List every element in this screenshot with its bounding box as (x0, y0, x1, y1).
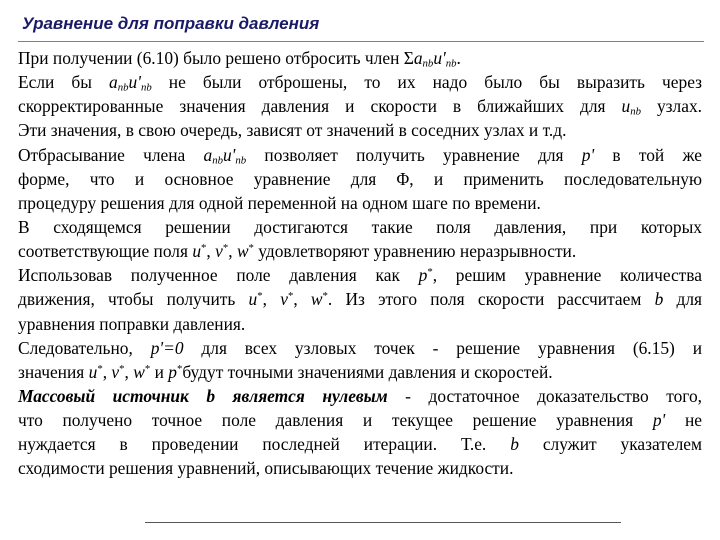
math-symbol: v (215, 241, 223, 262)
superscript: * (257, 290, 263, 303)
text-run: форме, что и основное уравнение для Φ, и применить последовательную (18, 168, 702, 189)
math-symbol: w (236, 241, 249, 262)
subscript: nb (140, 81, 152, 94)
text-run: для всех узловых точек - решение уравнения (6.15) и (183, 337, 703, 358)
text-run: позволяет получить уравнение для (246, 144, 582, 165)
text-run: сходимости решения уравнений, описывающих течение жидкости. (18, 458, 514, 479)
math-symbol: u (248, 289, 258, 310)
title-divider (18, 41, 704, 42)
math-symbol: p (418, 265, 428, 286)
text-run: что получено точное поле давления и текущее решение уравнения (18, 410, 653, 431)
text-run: скорректированные значения давления и скорости в ближайших для (18, 96, 622, 117)
math-symbol: b (510, 434, 519, 455)
text-line (18, 94, 702, 118)
superscript: * (201, 242, 207, 255)
text-run: Отбрасывание члена (18, 144, 204, 165)
text-run: Эти значения, в свою очередь, зависят от значений в соседних узлах и т.д. (18, 120, 567, 141)
text-run: Использовав полученное поле давления как (18, 265, 419, 286)
text-line (18, 143, 702, 167)
text-run: будут точными значениями давления и скоростей. (182, 361, 553, 382)
emphasis-text: Массовый источник b является нулевым (18, 385, 388, 406)
math-symbol: b (654, 289, 664, 310)
math-symbol: u (88, 361, 98, 382)
math-symbol: p (168, 361, 177, 382)
text-run: , (228, 241, 237, 262)
math-symbol: p' (581, 144, 595, 165)
text-run: не (665, 410, 702, 431)
math-symbol: v (280, 289, 288, 310)
text-run: в той же (594, 144, 702, 165)
text-run: процедуру решения для одной переменной на одном шаге по времени. (18, 192, 541, 213)
text-run: . Из этого поля скорости рассчитаем (327, 289, 655, 310)
slide-body-text (18, 46, 702, 481)
math-symbol: v (111, 361, 120, 382)
text-run: , (124, 361, 134, 382)
superscript: * (427, 266, 433, 279)
text-run: , (293, 289, 311, 310)
math-symbol: w (310, 289, 323, 310)
subscript: nb (630, 105, 641, 118)
text-line (18, 118, 702, 142)
text-run: , (102, 361, 112, 382)
text-line (18, 70, 702, 94)
superscript: * (176, 362, 183, 375)
text-run: , (206, 241, 216, 262)
superscript: * (144, 362, 151, 375)
text-run: удовлетворяют уравнению неразрывности. (253, 241, 577, 262)
subscript: nb (212, 154, 223, 167)
subscript: nb (117, 81, 129, 94)
text-run: служит указателем (518, 434, 702, 455)
text-run: Если бы (18, 72, 110, 93)
text-run: . (456, 48, 461, 68)
text-line (18, 336, 702, 360)
math-symbol: a (109, 72, 118, 93)
text-run: и (150, 361, 169, 382)
text-line (18, 239, 702, 263)
math-symbol: u (192, 241, 202, 262)
text-line (18, 456, 702, 480)
text-line (18, 263, 702, 287)
superscript: * (119, 362, 125, 375)
math-symbol: u' (128, 72, 141, 93)
math-symbol: a (413, 48, 423, 68)
math-symbol: p'=0 (150, 337, 184, 358)
superscript: * (97, 362, 103, 375)
text-run: значения (18, 361, 89, 382)
text-line (18, 191, 702, 215)
subscript: nb (422, 57, 434, 70)
text-run: , (262, 289, 281, 310)
superscript: * (322, 290, 328, 303)
text-run: , решим уравнение количества (432, 265, 702, 286)
text-run: - достаточное доказательство того, (387, 385, 703, 406)
text-line (18, 312, 702, 336)
math-symbol: a (203, 144, 213, 165)
text-run: для (663, 289, 703, 310)
superscript: * (222, 242, 229, 255)
text-line (18, 287, 702, 311)
text-run: В сходящемся решении достигаются такие поля давления, при которых (18, 216, 702, 237)
text-run: движения, чтобы получить (18, 289, 249, 310)
math-symbol: p' (652, 410, 666, 431)
text-run: уравнения поправки давления. (18, 313, 246, 334)
math-symbol: u (621, 96, 631, 117)
text-run: При получении (6.10) было решено отбросить член Σ (18, 48, 414, 68)
text-run: Следовательно, (18, 337, 151, 358)
text-line (18, 432, 702, 456)
text-line (18, 384, 702, 408)
subscript: nb (445, 57, 457, 70)
text-line (18, 167, 702, 191)
math-symbol: u' (222, 144, 236, 165)
superscript: * (287, 290, 294, 303)
subscript: nb (235, 154, 247, 167)
text-run: не были отброшены, то их надо было бы выразить через (151, 72, 702, 93)
text-run: нуждается в проведении последней итерации. Т.е. (18, 434, 511, 455)
footer-divider (145, 522, 621, 523)
math-symbol: u' (433, 48, 446, 68)
slide-title: Уравнение для поправки давления (22, 14, 320, 33)
text-line (18, 360, 702, 384)
math-symbol: w (133, 361, 145, 382)
text-run: узлах. (640, 96, 702, 117)
text-run: соответствующие поля (18, 241, 193, 262)
text-line (18, 408, 702, 432)
superscript: * (248, 242, 254, 255)
text-line (18, 215, 702, 239)
text-line (18, 46, 702, 70)
